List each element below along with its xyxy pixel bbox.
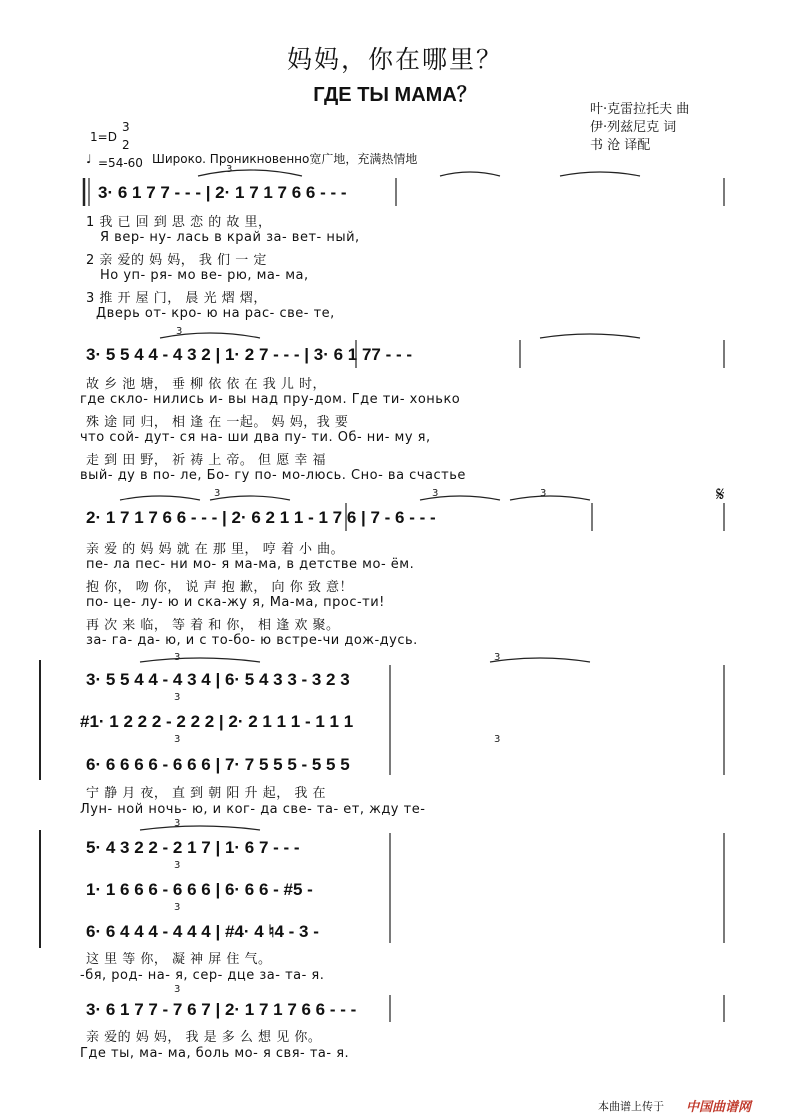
svg-text:3: 3 [214,488,221,499]
svg-text:3: 3 [174,734,181,745]
time-signature-numerator: 3 [122,120,130,134]
lyric-line: Где ты, ма- ма, боль мо- я свя- та- я. [80,1046,350,1061]
lyric-line: где скло- нились и- вы над пру-дом. Где ти- хонько [80,392,461,407]
svg-text:3: 3 [174,818,181,829]
lyric-line: 宁 静 月 夜， 直 到 朝 阳 升 起， 我 在 [86,786,326,801]
lyric-line: 故 乡 池 塘， 垂 柳 依 依 在 我 儿 时， [86,377,326,392]
notation-line: 3· 5 5 4 4 - 4 3 2 | 1· 2 7 - - - | 3· 6 1 77 - - - [86,345,413,364]
composer-credit: 叶·克雷拉托夫 曲 [590,102,690,117]
notation-line-voice-2: 1· 1 6 6 6 - 6 6 6 | 6· 6 6 - #5 - [86,880,313,899]
lyricist-credit: 伊·列兹尼克 词 [590,120,677,135]
notation-line-voice-3: 6· 6 6 6 6 - 6 6 6 | 7· 7 5 5 5 - 5 5 5 [86,755,350,774]
key-signature: 1=D [90,130,117,144]
svg-text:3: 3 [226,164,233,175]
song-title: 妈妈，你在哪里？ [286,45,503,74]
lyric-line: 殊 途 同 归， 相 逢 在 一起。 妈 妈，我 要 [86,415,349,430]
svg-text:3: 3 [494,734,501,745]
notation-line-voice-1: 5· 4 3 2 2 - 2 1 7 | 1· 6 7 - - - [86,838,300,857]
site-logo: 中国曲谱网 [686,1100,752,1115]
notation-line-voice-1: 3· 5 5 4 4 - 4 3 4 | 6· 5 4 3 3 - 3 2 3 [86,670,350,689]
lyric-line: пе- ла пес- ни мо- я ма-ма, в детстве мо- ём. [86,557,415,572]
lyric-line: Лун- ной ночь- ю, и ког- да све- та- ет, жду те- [80,802,426,817]
footer-upload-text: 本曲谱上传于 [598,1100,664,1113]
lyric-line: 3 推 开 屋 门， 晨 光 熠 熠， [86,291,267,306]
svg-text:3: 3 [174,984,181,995]
lyric-line: Я вер- ну- лась в край за- вет- ный, [100,230,360,245]
notation-line: 3· 6 1 7 7 - 7 6 7 | 2· 1 7 1 7 6 6 - - - [86,1000,357,1019]
tempo-marking: =54-60 [98,156,143,170]
lyric-line: 1 我 已 回 到 思 恋 的 故 里， [86,215,272,230]
notation-line: 2· 1 7 1 7 6 6 - - - | 2· 6 2 1 1 - 1 7 6 | 7 - 6 - - - [86,508,436,527]
lyric-line: 2 亲 爱的 妈 妈， 我 们 一 定 [86,253,267,268]
segno-icon: 𝄋 [716,482,725,506]
lyric-line: 这 里 等 你， 凝 神 屏 住 气。 [86,952,272,967]
translator-credit: 书 沧 译配 [590,138,651,153]
quarter-note-icon: ♩ [86,152,92,166]
lyric-line: за- га- да- ю, и с то-бо- ю встре-чи дож-дусь. [86,633,418,648]
lyric-line: вый- ду в по- ле, Бо- гу по- мо-люсь. Сно- ва счастье [80,468,466,483]
expression-marking: Широко. Проникновенно宽广地，充满热情地 [152,152,418,166]
lyric-line: 亲 爱的 妈 妈， 我 是 多 么 想 见 你。 [86,1030,322,1045]
svg-text:3: 3 [176,326,183,337]
notation-line-voice-3: 6· 6 4 4 4 - 4 4 4 | #4· 4 ♮4 - 3 - [86,922,319,941]
lyric-line: Но уп- ря- мо ве- рю, ма- ма, [100,268,309,283]
lyric-line: 再 次 来 临， 等 着 和 你， 相 逢 欢 聚。 [86,618,340,633]
svg-text:3: 3 [174,652,181,663]
svg-text:3: 3 [540,488,547,499]
lyric-line: что сой- дут- ся на- ши два пу- ти. Об- ни- му я, [80,430,431,445]
svg-text:3: 3 [494,652,501,663]
lyric-line: Дверь от- кро- ю на рас- све- те, [96,306,335,321]
lyric-line: 走 到 田 野， 祈 祷 上 帝。 但 愿 幸 福 [86,453,326,468]
svg-text:3: 3 [174,860,181,871]
lyric-line: -бя, род- на- я, сер- дце за- та- я. [80,968,325,983]
time-signature-denominator: 2 [122,138,130,152]
lyric-line: 亲 爱 的 妈 妈 就 在 那 里， 哼 着 小 曲。 [86,542,345,557]
lyric-line: 抱 你， 吻 你， 说 声 抱 歉， 向 你 致 意！ [86,580,353,595]
lyric-line: по- це- лу- ю и ска-жу я, Ма-ма, прос-ти! [86,595,385,610]
notation-line-voice-2: #1· 1 2 2 2 - 2 2 2 | 2· 2 1 1 1 - 1 1 1 [80,712,354,731]
svg-text:3: 3 [174,902,181,913]
svg-text:3: 3 [174,692,181,703]
notation-line: 3· 6 1 7 7 - - - | 2· 1 7 1 7 6 6 - - - [98,183,347,202]
song-subtitle: ГДЕ ТЫ МАМА？ [313,84,477,106]
svg-text:3: 3 [432,488,439,499]
